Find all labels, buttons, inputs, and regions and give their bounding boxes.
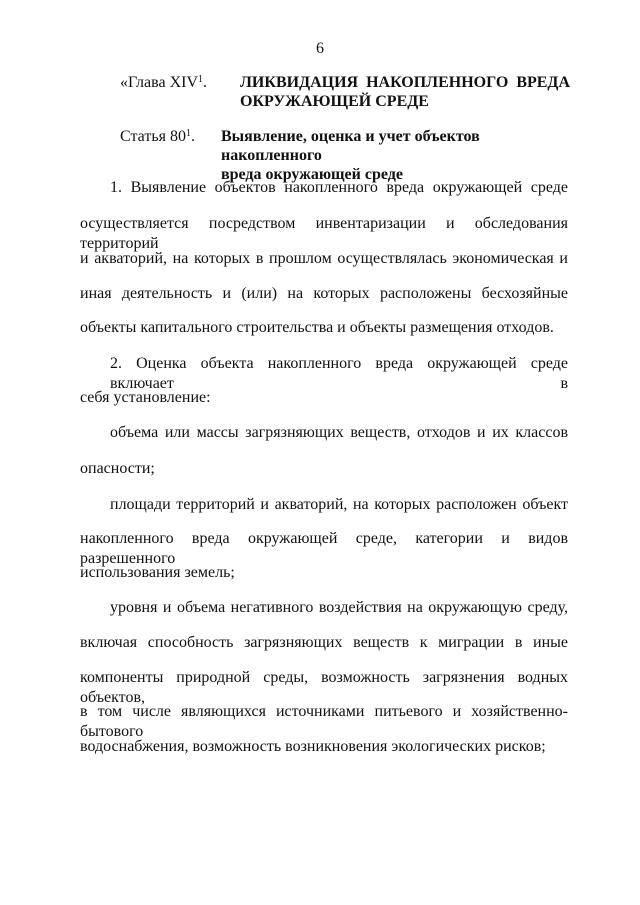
article-title-line2: вреда окружающей среде (221, 166, 403, 183)
text-line: площади территорий и акваторий, на которых расположен объект (110, 496, 568, 513)
article-label (120, 127, 195, 146)
text-line: и акваторий, на которых в прошлом осуществлялась экономическая и (80, 250, 568, 267)
chapter-title-word: ВРЕДА (516, 74, 570, 91)
text-line: 1. Выявление объектов накопленного вреда окружающей среде (110, 179, 568, 196)
text-line: объекты капитального строительства и объекты размещения отходов. (80, 319, 554, 336)
chapter-superscript: 1 (198, 74, 204, 85)
text-line: осуществляется посредством инвентаризации и обследования территорий (80, 215, 568, 252)
text-line: себя установление: (80, 389, 211, 406)
chapter-suffix: . (203, 74, 208, 91)
article-title (221, 127, 571, 184)
article-superscript: 1 (185, 128, 191, 139)
chapter-title (240, 73, 570, 111)
chapter-title-word: НАКОПЛЕННОГО (366, 74, 509, 91)
text-line: 2. Оценка объекта накопленного вреда окружающей среде включает в (110, 355, 568, 392)
text-line: накопленного вреда окружающей среде, категории и видов разрешенного (80, 530, 568, 567)
chapter-title-word: ЛИКВИДАЦИЯ (240, 74, 359, 91)
text-line: включая способность загрязняющих веществ к миграции в иные (80, 634, 568, 651)
chapter-prefix: «Глава XIV (120, 74, 199, 91)
chapter-title-line1 (240, 73, 570, 92)
text-line: опасности; (80, 460, 155, 477)
text-line: в том числе являющихся источниками питьевого и хозяйственно-бытового (80, 703, 568, 740)
chapter-title-line2: ОКРУЖАЮЩЕЙ СРЕДЕ (240, 93, 429, 110)
text-line: объема или массы загрязняющих веществ, отходов и их классов (110, 424, 568, 441)
article-title-line1: Выявление, оценка и учет объектов накопленного (221, 128, 480, 164)
text-line: водоснабжения, возможность возникновения экологических рисков; (80, 738, 546, 755)
text-line: использования земель; (80, 564, 235, 581)
page-number: 6 (316, 40, 324, 57)
text-line: компоненты природной среды, возможность загрязнения водных объектов, (80, 669, 568, 706)
chapter-label (120, 73, 207, 92)
article-suffix: . (190, 128, 195, 145)
article-prefix: Статья 80 (120, 128, 186, 145)
text-line: уровня и объема негативного воздействия на окружающую среду, (110, 599, 568, 616)
text-line: иная деятельность и (или) на которых расположены бесхозяйные (80, 285, 568, 302)
